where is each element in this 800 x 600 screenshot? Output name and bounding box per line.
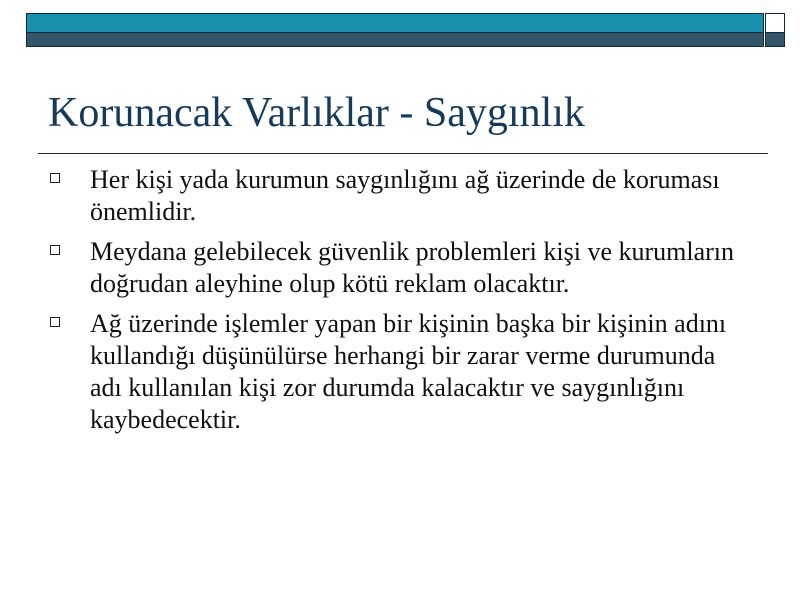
slide-title: Korunacak Varlıklar - Saygınlık <box>48 90 585 136</box>
bullet-text: Ağ üzerinde işlemler yapan bir kişinin başka bir kişinin adını kullandığı düşünülürse herhangi bir zarar verme durumunda adı kullanılan kişi zor durumda kalacaktır ve saygınlığını kaybedecektir. <box>90 309 727 434</box>
bullet-list <box>48 164 748 444</box>
hollow-square-icon <box>50 317 60 327</box>
bullet-text: Meydana gelebilecek güvenlik problemleri kişi ve kurumların doğrudan aleyhine olup kötü reklam olacaktır. <box>90 237 735 298</box>
header-bar-bottom <box>26 33 764 47</box>
hollow-square-icon <box>50 173 60 183</box>
hollow-square-icon <box>50 245 60 255</box>
bullet-item <box>48 164 748 228</box>
bullet-item <box>48 236 748 300</box>
header-square-bottom <box>765 33 785 47</box>
bullet-item <box>48 308 748 436</box>
header-square-top <box>765 13 785 33</box>
title-divider <box>38 153 768 154</box>
bullet-text: Her kişi yada kurumun saygınlığını ağ üzerinde de koruması önemlidir. <box>90 165 720 226</box>
header-bar-top <box>26 13 764 33</box>
